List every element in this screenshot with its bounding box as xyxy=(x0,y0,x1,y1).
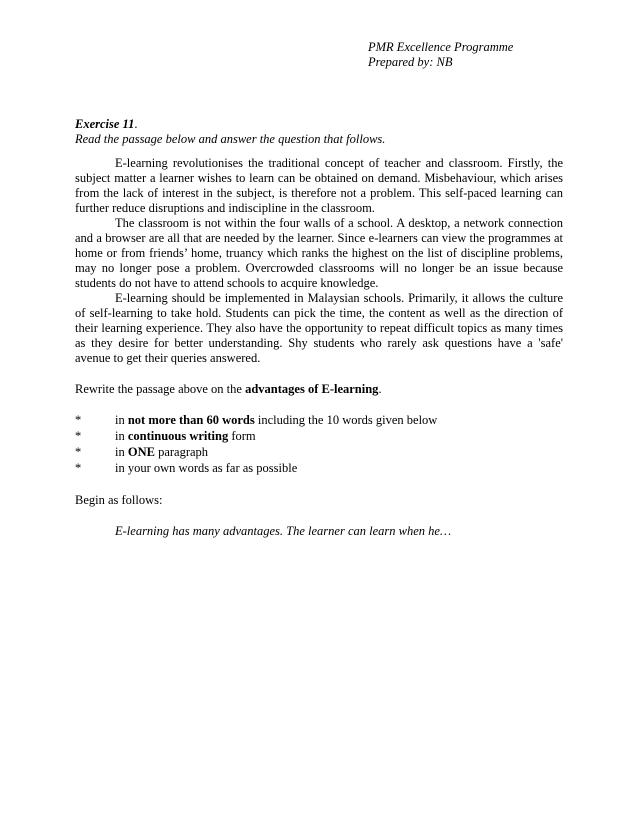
requirement-text xyxy=(115,445,208,460)
bullet-star: * xyxy=(75,429,82,443)
requirement-text xyxy=(115,461,297,476)
bullet-star: * xyxy=(75,461,82,475)
begin-label: Begin as follows: xyxy=(75,493,163,507)
requirement-pre: in xyxy=(115,429,128,443)
requirement-pre: in xyxy=(115,445,128,459)
requirement-item xyxy=(75,413,563,429)
passage-paragraph-3: E-learning should be implemented in Malaysian schools. Primarily, it allows the culture of self-learning to take hold. Students can pick the time, the content as well as the direction of their learning experience. They also have the opportunity to repeat difficult topics as many times as they desire for better understanding. Shy students who rarely ask questions have a 'safe' avenue to get their queries answered. xyxy=(75,291,563,365)
page-header xyxy=(368,40,513,70)
rewrite-suffix: . xyxy=(378,382,382,396)
requirement-item xyxy=(75,461,563,477)
requirement-bold: ONE xyxy=(127,445,155,459)
requirement-text xyxy=(115,413,437,428)
rewrite-topic: advantages of E-learning xyxy=(245,382,379,396)
bullet-star: * xyxy=(75,413,82,427)
passage-paragraph-2: The classroom is not within the four walls of a school. A desktop, a network connection and a browser are all that are needed by the learner. Since e-learners can view the programmes at home or from friends’ home, truancy which ranks the highest on the list of discipline problems, may no longer pose a problem. Overcrowded classrooms will no longer be an issue because students do not have to attend schools to acquire knowledge. xyxy=(75,216,563,290)
requirement-post: paragraph xyxy=(154,445,209,459)
header-programme: PMR Excellence Programme xyxy=(368,40,514,54)
exercise-instruction: Read the passage below and answer the question that follows. xyxy=(75,132,386,146)
requirement-item xyxy=(75,445,563,461)
rewrite-prefix: Rewrite the passage above on the xyxy=(75,382,246,396)
requirement-post: including the 10 words given below xyxy=(254,413,438,427)
bullet-star: * xyxy=(75,445,82,459)
exercise-title-period: . xyxy=(134,117,138,131)
passage-paragraph-1: E-learning revolutionises the traditional concept of teacher and classroom. Firstly, the subject matter a learner wishes to learn can be obtained on demand. Misbehaviour, which arises from the lack of interest in the subject, is therefore not a problem. This self-paced learning can further reduce disruptions and indiscipline in the classroom. xyxy=(75,156,563,215)
requirement-text xyxy=(115,429,256,444)
begin-text: E-learning has many advantages. The learner can learn when he… xyxy=(115,524,452,538)
exercise-content xyxy=(75,117,563,539)
exercise-heading xyxy=(75,117,563,132)
requirement-pre: in your own words as far as possible xyxy=(115,461,298,475)
requirement-pre: in xyxy=(115,413,128,427)
requirements-list xyxy=(75,413,563,477)
requirement-bold: not more than 60 words xyxy=(127,413,255,427)
header-prepared-by: Prepared by: NB xyxy=(368,55,453,69)
requirement-bold: continuous writing xyxy=(127,429,229,443)
rewrite-instruction xyxy=(75,382,563,397)
exercise-title: Exercise 11 xyxy=(75,117,135,131)
requirement-item xyxy=(75,429,563,445)
requirement-post: form xyxy=(228,429,256,443)
